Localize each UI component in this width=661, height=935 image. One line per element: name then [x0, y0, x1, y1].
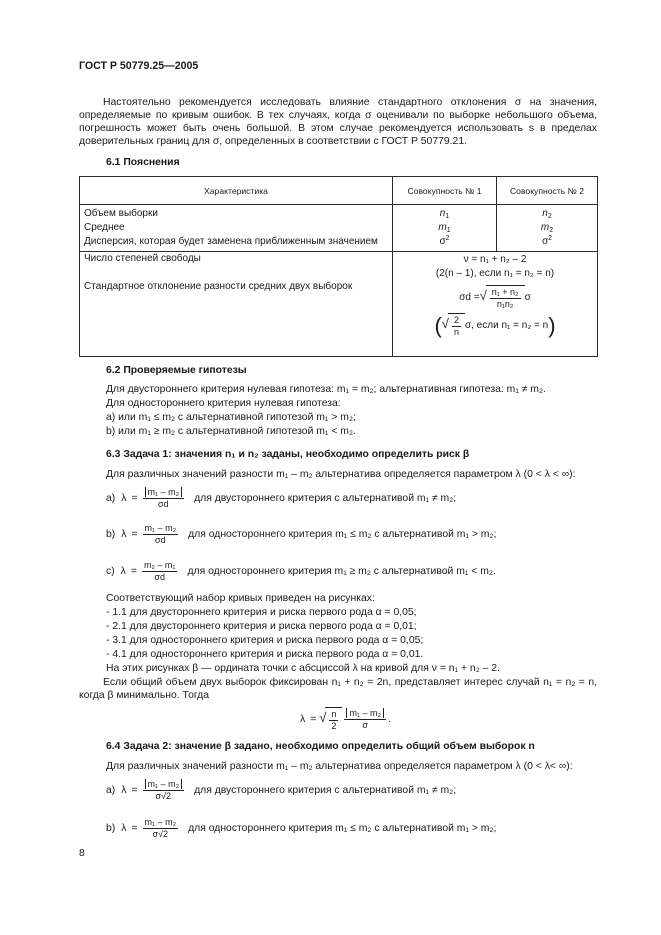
n2-symbol: $n_2$ [542, 208, 552, 220]
task2-intro: Для различных значений разности m₁ – m₂ альтернатива определяется параметром λ (0 < λ< ∞): [106, 761, 573, 772]
col-header-characteristic: Характеристика [80, 177, 393, 205]
curve-set-intro: Соответствующий набор кривых приведен на рисунках: [106, 593, 375, 604]
section-6-2-title: 6.2 Проверяемые гипотезы [106, 365, 247, 376]
sigma-d-equal-formula: ( √ $\frac{2}{n}$ σ, если n₁ = n₂ = n ) [434, 312, 556, 338]
explanations-table [79, 176, 598, 357]
task1-intro: Для различных значений разности m₁ – m₂ альтернатива определяется параметром λ (0 < λ < ∞): [106, 469, 576, 480]
row-std-difference: Стандартное отклонение разности средних двух выборок [84, 281, 353, 292]
m2-symbol: $m_2$ [540, 222, 554, 234]
row-variance: Дисперсия, которая будет заменена приближенным значением [84, 236, 378, 247]
sigma-sq-2: $\sigma^2$ [541, 235, 553, 247]
hypothesis-one-sided: Для одностороннего критерия нулевая гипотеза: [106, 398, 341, 409]
section-6-4-title: 6.4 Задача 2: значение β задано, необходимо определить общий объем выборок n [106, 741, 535, 752]
row-mean: Среднее [84, 222, 125, 233]
formula-a-task1: a) λ = $\frac{\text{m₁ – m₂}}{\sigma d}$ для двустороннего критерия с альтернативой m₁ ≠ m₂; [106, 486, 457, 509]
page-header: ГОСТ Р 50779.25—2005 [79, 60, 199, 72]
sigma-sq-1: $\sigma^2$ [439, 235, 450, 247]
figure-ref-3: - 3.1 для одностороннего критерия и риска первого рода α = 0,05; [106, 635, 424, 646]
sigma-d-formula: σd = √ $\frac{\text{n₁ + n₂}}{\text{n₁n₂}}$ σ [459, 287, 531, 309]
intro-paragraph: Настоятельно рекомендуется исследовать влияние стандартного отклонения σ на значения, определяемые по кривым ошибок. В тех случаях, когда σ оценивали по выборке небольшого объема, погрешность может быть очень большой. В этом случае рекомендуется использовать s в пределах доверительных границ для σ, определенных в соответствии с ГОСТ Р 50779.21. [79, 97, 597, 147]
hypothesis-a: a) или m₁ ≤ m₂ с альтернативной гипотезой m₁ > m₂; [106, 412, 356, 423]
hypothesis-b: b) или m₁ ≥ m₂ с альтернативной гипотезой m₁ < m₂. [106, 426, 356, 437]
figure-ref-2: - 2.1 для двустороннего критерия и риска первого рода α = 0,01; [106, 621, 417, 632]
dof-formula: ν = n₁ + n₂ – 2 [463, 254, 527, 265]
row-sample-size: Объем выборки [84, 208, 158, 219]
section-6-3-title: 6.3 Задача 1: значения n₁ и n₂ заданы, необходимо определить риск β [106, 449, 470, 460]
sqrt-sign: √ $\frac{\text{n₁ + n₂}}{\text{n₁n₂}}$ [480, 285, 525, 310]
col-header-population-1: Совокупность № 1 [393, 177, 497, 205]
beta-definition: На этих рисунках β — ордината точки с абсциссой λ на кривой для ν = n₁ + n₂ – 2. [106, 663, 500, 674]
section-6-1-title: 6.1 Пояснения [106, 157, 180, 168]
figure-ref-4: - 4.1 для одностороннего критерия и риска первого рода α = 0,01. [106, 649, 424, 660]
formula-b-task1: b) λ = $\frac{\text{m₁ – m₂}}{\sigma d}$ для одностороннего критерия m₁ ≤ m₂ с альтернативой m₁ > m₂; [106, 522, 497, 545]
formula-b-task2: b) λ = $\frac{\text{m₁ – m₂}}{\sigma√2}$ для одностороннего критерия m₁ ≤ m₂ с альтернативой m₁ > m₂; [106, 816, 497, 839]
total-size-paragraph: Если общий объем двух выборок фиксирован n₁ + n₂ = 2n, представляет интерес случай n₁ = n₂ = n, когда β минимально. Тогда [79, 677, 597, 701]
dof-formula-equal: (2(n – 1), если n₁ = n₂ = n) [435, 268, 555, 279]
col-header-population-2: Совокупность № 2 [497, 177, 598, 205]
n1-symbol: $n_1$ [439, 208, 450, 220]
hypothesis-two-sided: Для двустороннего критерия нулевая гипотеза: m₁ = m₂; альтернативная гипотеза: m₁ ≠ m₂. [106, 384, 546, 395]
m1-symbol: $m_1$ [438, 222, 451, 234]
figure-ref-1: - 1.1 для двустороннего критерия и риска первого рода α = 0,05; [106, 607, 417, 618]
formula-c-task1: c) λ = $\frac{\text{m₂ – m₁}}{\sigma d}$ для одностороннего критерия m₁ ≥ m₂ с альтернативой m₁ < m₂. [106, 559, 496, 582]
formula-a-task2: a) λ = $\frac{\text{m₁ – m₂}}{\sigma√2}$ для двустороннего критерия с альтернативой m₁ ≠ m₂; [106, 778, 457, 801]
page-number: 8 [79, 848, 85, 859]
row-degrees-freedom: Число степеней свободы [84, 253, 201, 264]
lambda-equal-formula: λ = √ $\frac{n}{2}$ $\frac{\text{m₁ – m₂}}{\sigma}$ . [300, 707, 391, 731]
